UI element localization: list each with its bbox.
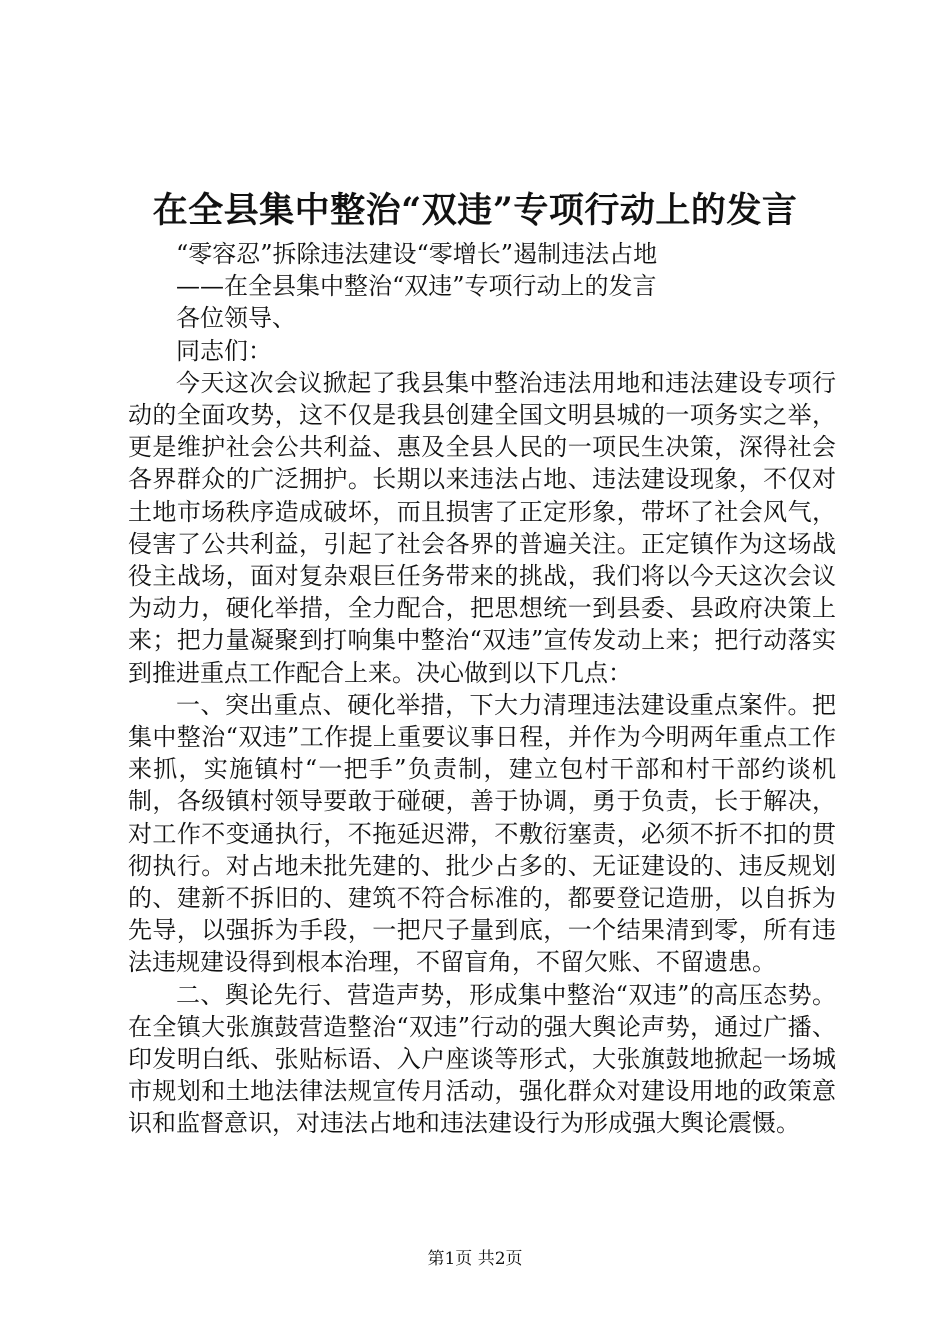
salutation-comrades: 同志们： [176,336,272,365]
document-title: 在全县集中整治“双违”专项行动上的发言 [152,190,798,231]
paragraph-intro: 今天这次会议掀起了我县集中整治违法用地和违法建设专项行动的全面攻势，这不仅是我县创建全国文明县城的一项务实之举，更是维护社会公共利益、惠及全县人民的一项民生决策，深得社会各界群众的广泛拥护。长期以来违法占地、违法建设现象，不仅对土地市场秩序造成破坏，而且损害了正定形象，带坏了社会风气，侵害了公共利益，引起了社会各界的普遍关注。正定镇作为这场战役主战场，面对复杂艰巨任务带来的挑战，我们将以今天这次会议为动力，硬化举措，全力配合，把思想统一到县委、县政府决策上来；把力量凝聚到打响集中整治“双违”宣传发动上来；把行动落实到推进重点工作配合上来。决心做到以下几点： [128,368,836,687]
subtitle-line-1: “零容忍”拆除违法建设“零增长”遏制违法占地 [176,240,658,268]
salutation-leaders: 各位领导、 [176,304,296,333]
paragraph-point-two: 二、舆论先行、营造声势，形成集中整治“双违”的高压态势。在全镇大张旗鼓营造整治“双违”行动的强大舆论声势，通过广播、印发明白纸、张贴标语、入户座谈等形式，大张旗鼓地掀起一场城市规划和土地法律法规宣传月活动，强化群众对建设用地的政策意识和监督意识，对违法占地和违法建设行为形成强大舆论震慑。 [128,980,836,1138]
page-number-footer: 第1页 共2页 [427,1249,523,1269]
paragraph-point-one: 一、突出重点、硬化举措，下大力清理违法建设重点案件。把集中整治“双违”工作提上重要议事日程，并作为今明两年重点工作来抓，实施镇村“一把手”负责制，建立包村干部和村干部约谈机制，各级镇村领导要敢于碰硬，善于协调，勇于负责，长于解决，对工作不变通执行，不拖延迟滞，不敷衍塞责，必须不折不扣的贯彻执行。对占地未批先建的、批少占多的、无证建设的、违反规划的、建新不拆旧的、建筑不符合标准的，都要登记造册，以自拆为先导，以强拆为手段，一把尺子量到底，一个结果清到零，所有违法违规建设得到根本治理，不留盲角，不留欠账、不留遗患。 [128,690,836,977]
document-body [128,238,836,1140]
subtitle-line-2: ——在全县集中整治“双违”专项行动上的发言 [176,272,657,301]
